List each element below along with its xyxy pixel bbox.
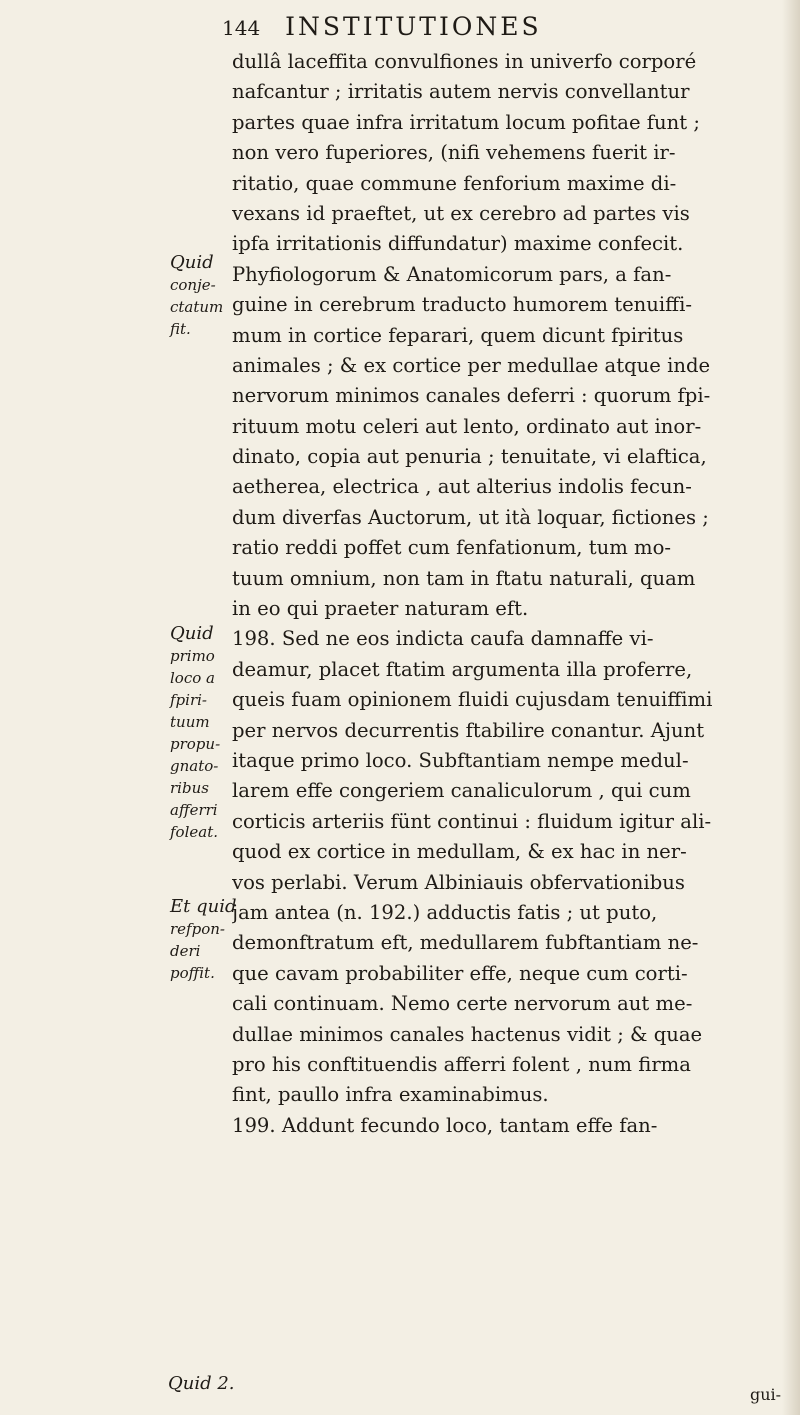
margin-note-line: Et quid bbox=[170, 896, 237, 917]
margin-note-line: propu- bbox=[170, 735, 221, 753]
page-spine-shadow bbox=[782, 0, 800, 1415]
text-line: per nervos decurrentis ftabilire conantur. Ajunt bbox=[232, 718, 705, 742]
margin-note-quid-2: Quid 2. bbox=[168, 1373, 235, 1394]
margin-note-et-quid-responderi bbox=[170, 896, 237, 984]
margin-note-quid-conjectatum bbox=[170, 252, 232, 340]
margin-note-quid-primo-loco bbox=[170, 623, 232, 843]
margin-note-line: Quid bbox=[170, 252, 214, 273]
text-line: vexans id praeftet, ut ex cerebro ad partes vis bbox=[232, 201, 690, 225]
running-header bbox=[222, 12, 782, 41]
margin-note-line: afferri bbox=[170, 801, 218, 819]
text-line: ratio reddi poffet cum fenfationum, tum mo- bbox=[232, 536, 672, 560]
margin-note-line: loco a bbox=[170, 669, 215, 687]
margin-note-line: ctatum bbox=[170, 298, 224, 316]
text-line: corticis arteriis fünt continui : fluidum igitur ali- bbox=[232, 809, 712, 833]
page-number: 144 bbox=[222, 16, 261, 40]
text-line: 198. Sed ne eos indicta caufa damnaffe vi- bbox=[232, 627, 654, 651]
text-line: fint, paullo infra examinabimus. bbox=[232, 1083, 549, 1107]
main-text-column bbox=[232, 47, 782, 1141]
margin-note-line: ribus bbox=[170, 779, 209, 797]
text-line: demonftratum eft, medullarem fubftantiam ne- bbox=[232, 931, 699, 955]
text-line: aetherea, electrica , aut alterius indolis fecun- bbox=[232, 475, 692, 499]
text-line: pro his conftituendis afferri folent , num firma bbox=[232, 1052, 691, 1076]
text-line: itaque primo loco. Subftantiam nempe medul- bbox=[232, 748, 689, 772]
margin-note-line: Quid bbox=[170, 623, 214, 644]
margin-note-line: poffit. bbox=[170, 964, 215, 982]
text-line: quod ex cortice in medullam, & ex hac in ner- bbox=[232, 840, 687, 864]
text-line: rituum motu celeri aut lento, ordinato aut inor- bbox=[232, 414, 702, 438]
text-line: deamur, placet ftatim argumenta illa proferre, bbox=[232, 657, 693, 681]
catchword: gui- bbox=[750, 1385, 782, 1404]
text-line: jam antea (n. 192.) adductis fatis ; ut puto, bbox=[232, 900, 658, 924]
margin-note-line: fpiri- bbox=[170, 691, 207, 709]
text-line: dum diverfas Auctorum, ut ità loquar, fictiones ; bbox=[232, 505, 709, 529]
margin-note-line: conje- bbox=[170, 276, 216, 294]
text-line: cali continuam. Nemo certe nervorum aut me- bbox=[232, 992, 693, 1016]
margin-note-line: fit. bbox=[170, 320, 191, 338]
text-line: Phyfiologorum & Anatomicorum pars, a fan- bbox=[232, 262, 672, 286]
text-line: nervorum minimos canales deferri : quorum fpi- bbox=[232, 384, 711, 408]
text-line: dullae minimos canales hactenus vidit ; & quae bbox=[232, 1022, 703, 1046]
text-line: animales ; & ex cortice per medullae atque inde bbox=[232, 353, 711, 377]
text-line: guine in cerebrum traducto humorem tenuiffi- bbox=[232, 293, 692, 317]
running-title: INSTITUTIONES bbox=[285, 12, 542, 41]
text-line: nafcantur ; irritatis autem nervis convellantur bbox=[232, 80, 690, 104]
text-line: queis fuam opinionem fluidi cujusdam tenuiffimi bbox=[232, 688, 713, 712]
text-line: in eo qui praeter naturam eft. bbox=[232, 597, 529, 621]
margin-note-line: tuum bbox=[170, 713, 210, 731]
text-line: mum in cortice feparari, quem dicunt fpiritus bbox=[232, 323, 684, 347]
text-line: non vero fuperiores, (nifi vehemens fuerit ir- bbox=[232, 141, 676, 165]
margin-note-line: refpon- bbox=[170, 920, 225, 938]
text-line: partes quae infra irritatum locum pofitae funt ; bbox=[232, 110, 700, 134]
margin-note-line: primo bbox=[170, 647, 215, 665]
text-line: tuum omnium, non tam in ftatu naturali, quam bbox=[232, 566, 696, 590]
text-line: vos perlabi. Verum Albiniauis obfervationibus bbox=[232, 870, 685, 894]
text-line: que cavam probabiliter effe, neque cum corti- bbox=[232, 961, 688, 985]
text-line: dullâ laceffita convulfiones in univerfo corporé bbox=[232, 50, 697, 73]
text-line: ritatio, quae commune fenforium maxime di- bbox=[232, 171, 677, 195]
text-line: larem effe congeriem canaliculorum , qui cum bbox=[232, 779, 691, 803]
text-line: 199. Addunt fecundo loco, tantam effe fan- bbox=[232, 1113, 658, 1137]
text-line: dinato, copia aut penuria ; tenuitate, vi elaftica, bbox=[232, 445, 707, 469]
margin-note-line: foleat. bbox=[170, 823, 218, 841]
margin-note-line: deri bbox=[170, 942, 201, 960]
text-line: ipfa irritationis diffundatur) maxime confecit. bbox=[232, 232, 684, 256]
margin-note-line: gnato- bbox=[170, 757, 219, 775]
